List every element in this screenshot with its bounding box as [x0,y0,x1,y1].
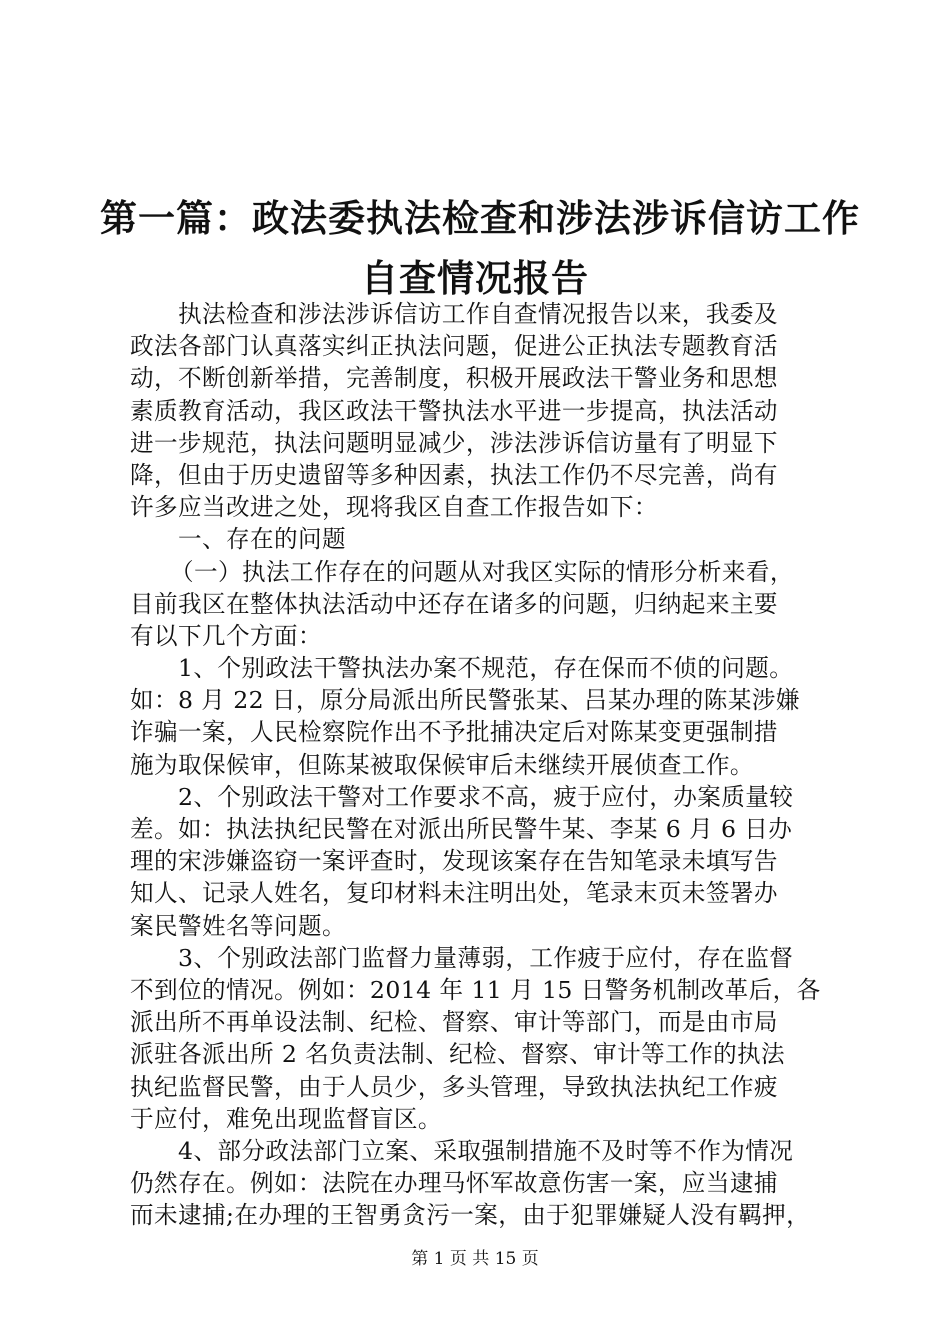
body-line: 不到位的情况。例如：2014 年 11 月 15 日警务机制改革后，各 [130,975,821,1004]
body-line: 派驻各派出所 2 名负责法制、纪检、督察、审计等工作的执法 [130,1040,786,1069]
body-line: 4、部分政法部门立案、采取强制措施不及时等不作为情况 [178,1136,794,1165]
body-line: 素质教育活动，我区政法干警执法水平进一步提高，执法活动 [130,396,778,425]
document-title-line-1: 第一篇：政法委执法检查和涉法涉诉信访工作 [100,197,860,240]
body-line: 2、个别政法干警对工作要求不高，疲于应付，办案质量较 [178,782,794,811]
body-line: 施为取保候审，但陈某被取保候审后未继续开展侦查工作。 [130,750,754,779]
body-line: 1、个别政法干警执法办案不规范，存在保而不侦的问题。 [178,654,794,683]
body-line: 有以下几个方面： [130,621,322,650]
body-line: 案民警姓名等问题。 [130,911,346,940]
body-line: 知人、记录人姓名，复印材料未注明出处，笔录末页未签署办 [130,879,778,908]
body-line: 诈骗一案，人民检察院作出不予批捕决定后对陈某变更强制措 [130,718,778,747]
body-line: 执法检查和涉法涉诉信访工作自查情况报告以来，我委及 [178,300,778,328]
body-line: 执纪监督民警，由于人员少，多头管理，导致执法执纪工作疲 [130,1072,778,1101]
page-footer: 第 1 页 共 15 页 [411,1249,539,1269]
body-line: 于应付，难免出现监督盲区。 [130,1104,442,1133]
body-line: 仍然存在。例如：法院在办理马怀军故意伤害一案，应当逮捕 [130,1169,778,1198]
body-line: 如：8 月 22 日，原分局派出所民警张某、吕某办理的陈某涉嫌 [130,686,800,715]
body-line: 动，不断创新举措，完善制度，积极开展政法干警业务和思想 [130,364,778,393]
body-line: 而未逮捕;在办理的王智勇贪污一案，由于犯罪嫌疑人没有羁押， [130,1201,811,1230]
document-body [130,298,832,1231]
body-line: 许多应当改进之处，现将我区自查工作报告如下： [130,493,658,522]
document-title-line-2: 自查情况报告 [361,257,589,300]
subsection-heading: （一）执法工作存在的问题从对我区实际的情形分析来看， [170,557,794,586]
body-line: 3、个别政法部门监督力量薄弱，工作疲于应付，存在监督 [178,943,794,972]
body-line: 政法各部门认真落实纠正执法问题，促进公正执法专题教育活 [130,332,778,361]
section-heading: 一、存在的问题 [178,525,346,554]
body-line: 降，但由于历史遗留等多种因素，执法工作仍不尽完善，尚有 [130,460,778,489]
body-line: 进一步规范，执法问题明显减少，涉法涉诉信访量有了明显下 [130,428,778,457]
body-line: 差。如：执法执纪民警在对派出所民警牛某、李某 6 月 6 日办 [130,815,793,843]
body-line: 派出所不再单设法制、纪检、督察、审计等部门，而是由市局 [130,1008,778,1037]
body-line: 目前我区在整体执法活动中还存在诸多的问题，归纳起来主要 [130,589,778,618]
body-line: 理的宋涉嫌盗窃一案评查时，发现该案存在告知笔录未填写告 [130,847,778,876]
